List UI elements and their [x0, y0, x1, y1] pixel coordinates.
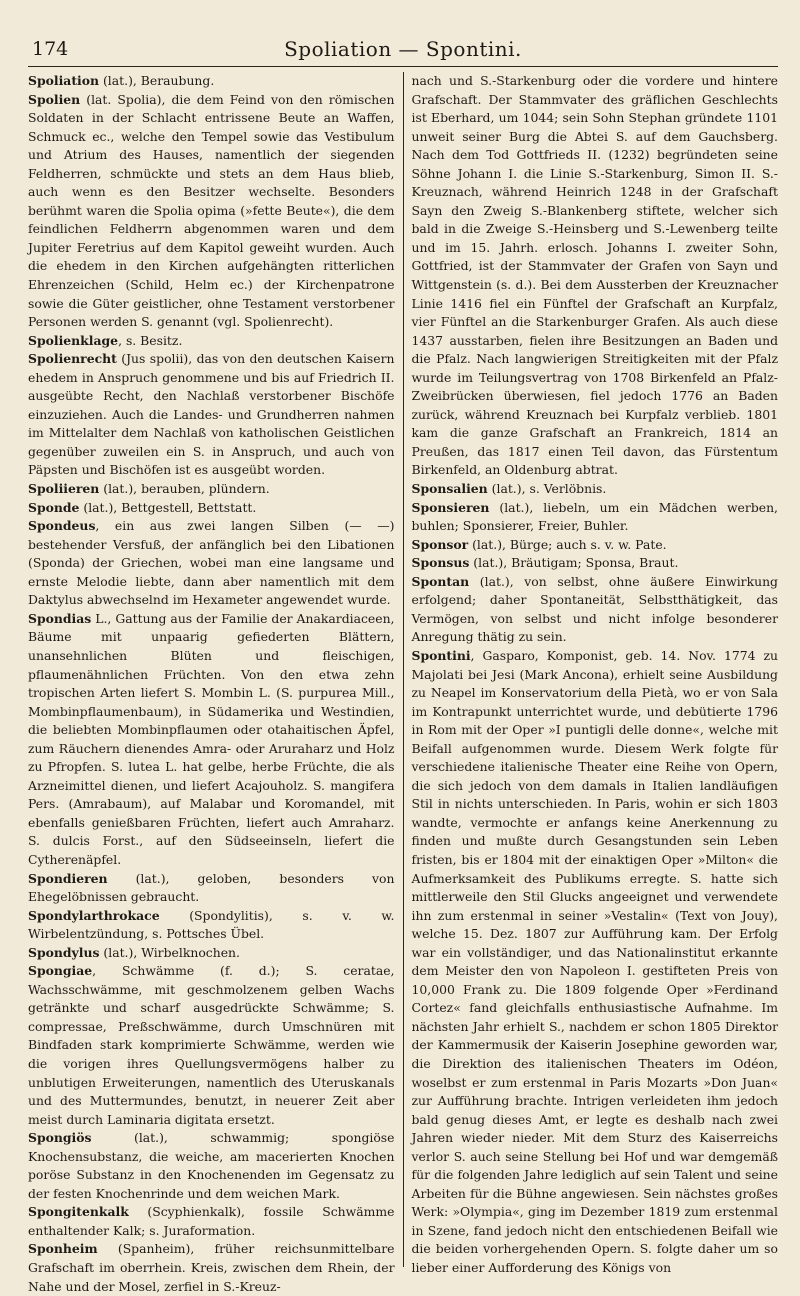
dictionary-entry	[28, 907, 395, 944]
dictionary-entry	[28, 1129, 395, 1203]
entry-headword: Sponde	[28, 499, 80, 515]
entry-text: (Scyphienkalk), fossile Schwämme enthaltender Kalk; s. Juraformation.	[28, 1204, 395, 1238]
dictionary-entry	[412, 72, 779, 480]
entry-text: , s. Besitz.	[118, 332, 183, 348]
entry-headword: Sponsor	[411, 536, 469, 552]
page-header	[28, 0, 778, 67]
entry-headword: Spontan	[411, 573, 470, 589]
entry-text: L., Gattung aus der Familie der Anakardiaceen, Bäume mit unpaarig gefiederten Blättern, unansehnlichen Blüten und fleischigen, pflaumenähnlichen Früchten. Von den etwa zehn tropischen Arten liefert S. Mombin L. (S. purpurea Mill., Mombinpflaumenbaum), in Südamerika und Westindien, die beliebten Mombinpflaumen oder otahaitischen Äpfel, zum Räuchern dienendes Amra- oder Aruraharz und Holz zu Pfropfen. S. lutea L. hat gelbe, herbe Früchte, die als Arzneimittel dienen, und liefert Acajouholz. S. mangifera Pers. (Amrabaum), auf Malabar und Koromandel, mit ebenfalls genießbaren Früchten, liefert auch Amraharz. S. dulcis Forst., auf den Südseeinseln, liefert die Cytherenäpfel.	[28, 610, 395, 867]
running-head: Spoliation — Spontini.	[284, 37, 522, 61]
entry-text: (lat. Spolia), die dem Feind von den römischen Soldaten in der Schlacht entrissene Beute an Waffen, Schmuck ec., welche den Tempel sowie das Vestibulum und Atrium des Hauses, namentlich der siegenden Feldherren, schmückte und stets an dem Haus blieb, auch wenn es den Besitzer wechselte. Besonders berühmt waren die Spolia opima (»fette Beute«), die dem feindlichen Feldherrn abgenommen waren und dem Jupiter Feretrius auf dem Kapitol geweiht wurden. Auch die ehedem in den Kirchen aufgehängten ritterlichen Ehrenzeichen (Schild, Helm ec.) der Kirchenpatrone sowie die Güter geistlicher, ohne Testament verstorbener Personen werden S. genannt (vgl. Spolienrecht).	[28, 91, 395, 330]
entry-text: (lat.), Wirbelknochen.	[99, 944, 240, 960]
dictionary-entry	[28, 610, 395, 870]
entry-headword: Spondieren	[28, 870, 108, 886]
left-column	[28, 72, 403, 1294]
entry-text: , Schwämme (f. d.); S. ceratae, Wachsschwämme, mit geschmolzenem gelben Wachs getränkte und scharf ausgedrückte Schwämme; S. compressae, Preßschwämme, durch Umschnüren mit Bindfaden stark komprimierte Schwämme, werden wie die vorigen ihres Quellungsvermögens halber zu unblutigen Erweiterungen, namentlich des Uteruskanals und des Muttermundes, benutzt, in neuerer Zeit aber meist durch Laminaria digitata ersetzt.	[28, 963, 395, 1127]
entry-text: (lat.), von selbst, ohne äußere Einwirkung erfolgend; daher Spontaneität, Selbstthätigkeit, das Vermögen, von selbst und nicht infolge besonderer Anregung thätig zu sein.	[411, 573, 778, 645]
entry-text: (Spondylitis), s. v. w. Wirbelentzündung, s. Pottsches Übel.	[28, 907, 395, 942]
entry-text: (Jus spolii), das von den deutschen Kaisern ehedem in Anspruch genommene und bis auf Friedrich II. ausgeübte Recht, den Nachlaß verstorbener Bischöfe einzuziehen. Auch die Landes- und Grundherren nahmen im Mittelalter dem Nachlaß von katholischen Geistlichen gegenüber zuweilen ein S. in Anspruch, und auch von Päpsten und Bischöfen ist es ausgeübt worden.	[28, 351, 395, 478]
dictionary-entry	[28, 870, 395, 907]
dictionary-entry	[28, 1203, 395, 1240]
entry-headword: Spondeus	[28, 518, 96, 534]
dictionary-entry	[28, 1240, 395, 1296]
dictionary-entry	[28, 499, 395, 518]
entry-headword: Spolien	[28, 91, 81, 107]
dictionary-entry	[28, 350, 395, 480]
entry-text: (lat.), berauben, plündern.	[99, 481, 270, 497]
dictionary-entry	[28, 72, 395, 91]
dictionary-entry	[412, 499, 779, 536]
entry-text: , ein aus zwei langen Silben (— —) bestehender Versfuß, der anfänglich bei den Libationen (Sponda) der Griechen, wobei man eine langsame und ernste Melodie liebte, dann aber namentlich mit dem Daktylus abwechselnd im Hexameter angewendet wurde.	[28, 518, 395, 608]
entry-headword: Spongiae	[28, 963, 93, 979]
entry-headword: Spongiös	[28, 1130, 92, 1146]
entry-text: (lat.), Bräutigam; Sponsa, Braut.	[469, 555, 679, 571]
entry-headword: Spondylarthrokace	[28, 907, 160, 923]
right-column	[404, 72, 779, 1275]
dictionary-entry	[412, 573, 779, 647]
entry-text: (lat.), Beraubung.	[99, 73, 215, 88]
dictionary-entry	[28, 517, 395, 610]
entry-text: (lat.), geloben, besonders von Ehegelöbnissen gebraucht.	[28, 870, 395, 905]
entry-text: , Gasparo, Komponist, geb. 14. Nov. 1774 zu Majolati bei Jesi (Mark Ancona), erhielt seine Ausbildung zu Neapel im Konservatorium della Pietà, wo er von Sala im Kontrapunkt unterrichtet wurde, und debütierte 1796 in Rom mit der Oper »I puntigli delle donne«, welche mit Beifall aufgenommen wurde. Diesem Werk folgte für verschiedene italienische Theater eine Reihe von Opern, die sich jedoch von dem damals in Italien landläufigen Stil in nichts unterschieden. In Paris, wohin er sich 1803 wandte, vermochte er anfangs keine Anerkennung zu finden und mußte durch Gesangstunden sein Leben fristen, bis er 1804 mit der einaktigen Oper »Milton« die Aufmerksamkeit des Publikums erregte. S. hatte sich mittlerweile den Stil Glucks angeeignet und verwendete ihn zum erstenmal in seiner »Vestalin« (Text von Jouy), welche 15. Dez. 1807 zur Aufführung kam. Der Erfolg war ein vollständiger, und das Nationalinstitut erkannte dem Meister den von Napoleon I. gestifteten Preis von 10,000 Frank zu. Die 1809 folgende Oper »Ferdinand Cortez« fand gleichfalls enthusiastische Aufnahme. Im nächsten Jahr erhielt S., nachdem er schon 1805 Direktor der Kammermusik der Kaiserin Josephine geworden war, die Direktion des italienischen Theaters im Odéon, woselbst er zum erstenmal in Paris Mozarts »Don Juan« zur Aufführung brachte. Intrigen verleideten ihm jedoch bald genug dieses Amt, er legte es deshalb nach zwei Jahren wieder nieder. Mit dem Sturz des Kaiserreichs verlor S. auch seine Stellung bei Hof und war demgemäß für die folgenden Jahre lediglich auf sein Talent und seine Arbeiten für die Bühne angewiesen. Sein nächstes großes Werk: »Olympia«, ging im Dezember 1819 zum erstenmal in Szene, fand jedoch nicht den entschiedenen Beifall wie die beiden vorhergehenden Opern. S. folgte daher um so lieber einer Aufforderung des Königs von	[411, 647, 778, 1275]
entry-headword: Sponsieren	[411, 499, 490, 515]
entry-text: (lat.), Bettgestell, Bettstatt.	[79, 499, 257, 515]
entry-headword: Spongitenkalk	[28, 1204, 129, 1220]
dictionary-entry	[412, 647, 779, 1278]
entry-headword: Spontini	[411, 647, 471, 663]
dictionary-entry	[412, 480, 779, 499]
entry-headword: Spoliieren	[28, 481, 100, 497]
entry-headword: Spolienklage	[28, 332, 119, 348]
entry-text: (lat.), schwammig; spongiöse Knochensubstanz, die weiche, am macerierten Knochen poröse Substanz in den Knochenenden im Gegensatz zu der festen Knochenrinde und dem weichen Mark.	[28, 1130, 395, 1201]
entry-text: (Spanheim), früher reichsunmittelbare Grafschaft im oberrhein. Kreis, zwischen dem Rhein, der Nahe und der Mosel, zerfiel in S.-Kreuz-	[28, 1241, 395, 1294]
entry-headword: Sponsus	[411, 555, 470, 571]
entry-headword: Spoliation	[28, 73, 100, 88]
dictionary-entry	[412, 536, 779, 555]
entry-text: (lat.), Bürge; auch s. v. w. Pate.	[468, 536, 667, 552]
entry-headword: Sponheim	[28, 1241, 98, 1257]
dictionary-entry	[28, 962, 395, 1129]
entry-headword: Sponsalien	[411, 481, 488, 497]
text-columns	[28, 72, 778, 1294]
entry-headword: Spondylus	[28, 944, 100, 960]
dictionary-entry	[28, 480, 395, 499]
page-number: 174	[32, 38, 69, 60]
entry-text: nach und S.-Starkenburg oder die vordere und hintere Grafschaft. Der Stammvater des gräflichen Geschlechts ist Eberhard, um 1044; sein Sohn Stephan gründete 1101 unweit seiner Burg die Abtei S. auf dem Gauchsberg. Nach dem Tod Gottfrieds II. (1232) begründeten seine Söhne Johann I. die Linie S.-Starkenburg, Simon II. S.-Kreuznach, während Heinrich 1248 in der Grafschaft Sayn den Zweig S.-Blankenberg stiftete, welcher sich bald in die Zweige S.-Heinsberg und S.-Lewenberg teilte und im 15. Jahrh. erlosch. Johanns I. zweiter Sohn, Gottfried, ist der Stammvater der Grafen von Sayn und Wittgenstein (s. d.). Bei dem Aussterben der Kreuznacher Linie 1416 fiel ein Fünftel der Grafschaft an Kurpfalz, vier Fünftel an die Starkenburger Grafen. Als auch diese 1437 ausstarben, fielen ihre Besitzungen an Baden und die Pfalz. Nach langwierigen Streitigkeiten mit der Pfalz wurde im Teilungsvertrag von 1708 Birkenfeld an Pfalz-Zweibrücken überwiesen, fiel jedoch 1776 an Baden zurück, während Kreuznach bei Kurpfalz verblieb. 1801 kam die ganze Grafschaft an Frankreich, 1814 an Preußen, das 1817 einen Teil davon, das Fürstentum Birkenfeld, an Oldenburg abtrat.	[411, 73, 778, 478]
entry-text: (lat.), s. Verlöbnis.	[487, 481, 607, 497]
dictionary-entry	[412, 554, 779, 573]
entry-text: (lat.), liebeln, um ein Mädchen werben, buhlen; Sponsierer, Freier, Buhler.	[411, 499, 778, 534]
dictionary-entry	[28, 332, 395, 351]
entry-headword: Spondias	[28, 610, 92, 626]
entry-headword: Spolienrecht	[28, 351, 117, 367]
dictionary-entry	[28, 944, 395, 963]
dictionary-entry	[28, 91, 395, 332]
